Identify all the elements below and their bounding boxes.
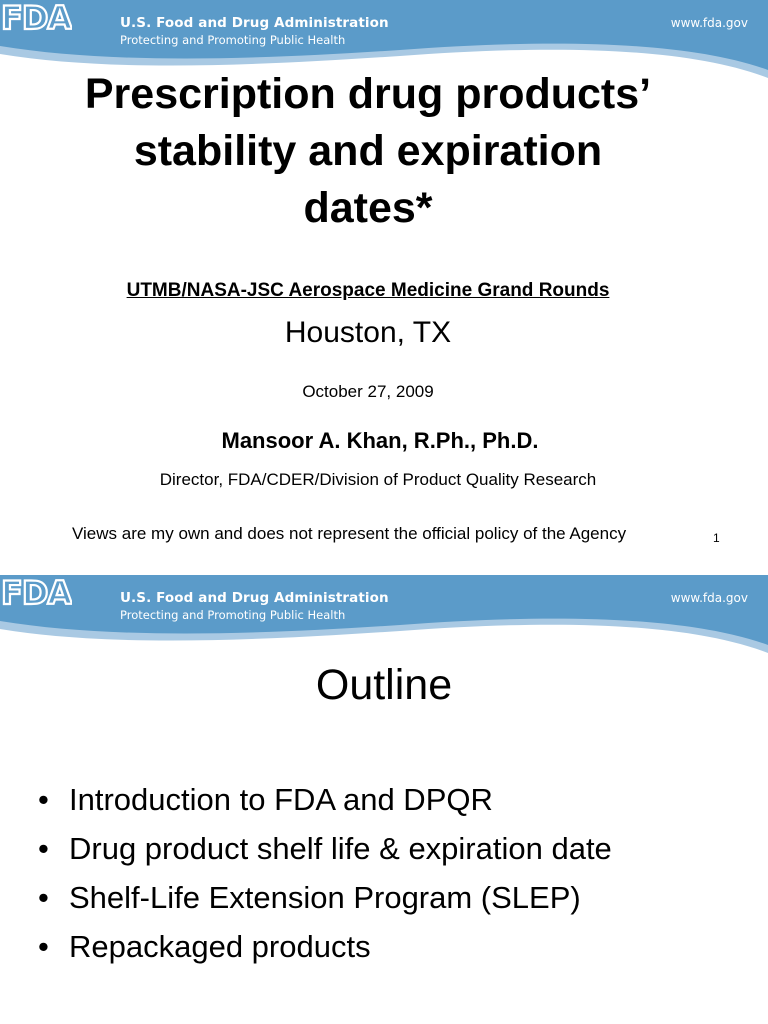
disclaimer-text: Views are my own and does not represent the official policy of the Agency [72, 524, 627, 543]
title-line: dates* [303, 184, 433, 232]
fda-logo [0, 575, 72, 607]
event-date: October 27, 2009 [302, 382, 434, 401]
presenter-role: Director, FDA/CDER/Division of Product Quality Research [159, 470, 597, 489]
bullet-icon: • [38, 831, 49, 866]
list-item-text: Drug product shelf life & expiration date [69, 831, 612, 866]
list-item-text: Introduction to FDA and DPQR [69, 782, 493, 817]
page-number: 1 [713, 531, 720, 545]
presenter-name: Mansoor A. Khan, R.Ph., Ph.D. [221, 428, 539, 453]
slide-2 [0, 575, 768, 1024]
event-location: Houston, TX [284, 316, 452, 349]
banner-wave-graphic [0, 575, 768, 655]
list-item [38, 824, 612, 873]
list-item-text: Shelf-Life Extension Program (SLEP) [69, 880, 581, 915]
svg-text:FDA: FDA [1, 0, 72, 32]
list-item [38, 873, 612, 922]
agency-name: U.S. Food and Drug Administration [120, 15, 389, 31]
list-item [38, 775, 612, 824]
list-item [38, 922, 612, 971]
fda-logo [0, 0, 72, 32]
list-item-text: Repackaged products [69, 929, 371, 964]
site-url: www.fda.gov [670, 591, 748, 605]
fda-header-banner [0, 575, 768, 655]
agency-tagline: Protecting and Promoting Public Health [120, 33, 346, 47]
presentation-title [0, 66, 736, 237]
bullet-icon: • [38, 880, 49, 915]
bullet-icon: • [38, 782, 49, 817]
title-line: stability and expiration [133, 127, 603, 175]
agency-tagline: Protecting and Promoting Public Health [120, 608, 346, 622]
site-url: www.fda.gov [670, 16, 748, 30]
event-name: UTMB/NASA-JSC Aerospace Medicine Grand Rounds [126, 280, 610, 301]
outline-title: Outline [315, 661, 453, 709]
svg-text:FDA: FDA [1, 575, 72, 607]
agency-name: U.S. Food and Drug Administration [120, 590, 389, 606]
title-line: Prescription drug products’ [84, 70, 652, 118]
bullet-icon: • [38, 929, 49, 964]
outline-list [38, 775, 612, 971]
